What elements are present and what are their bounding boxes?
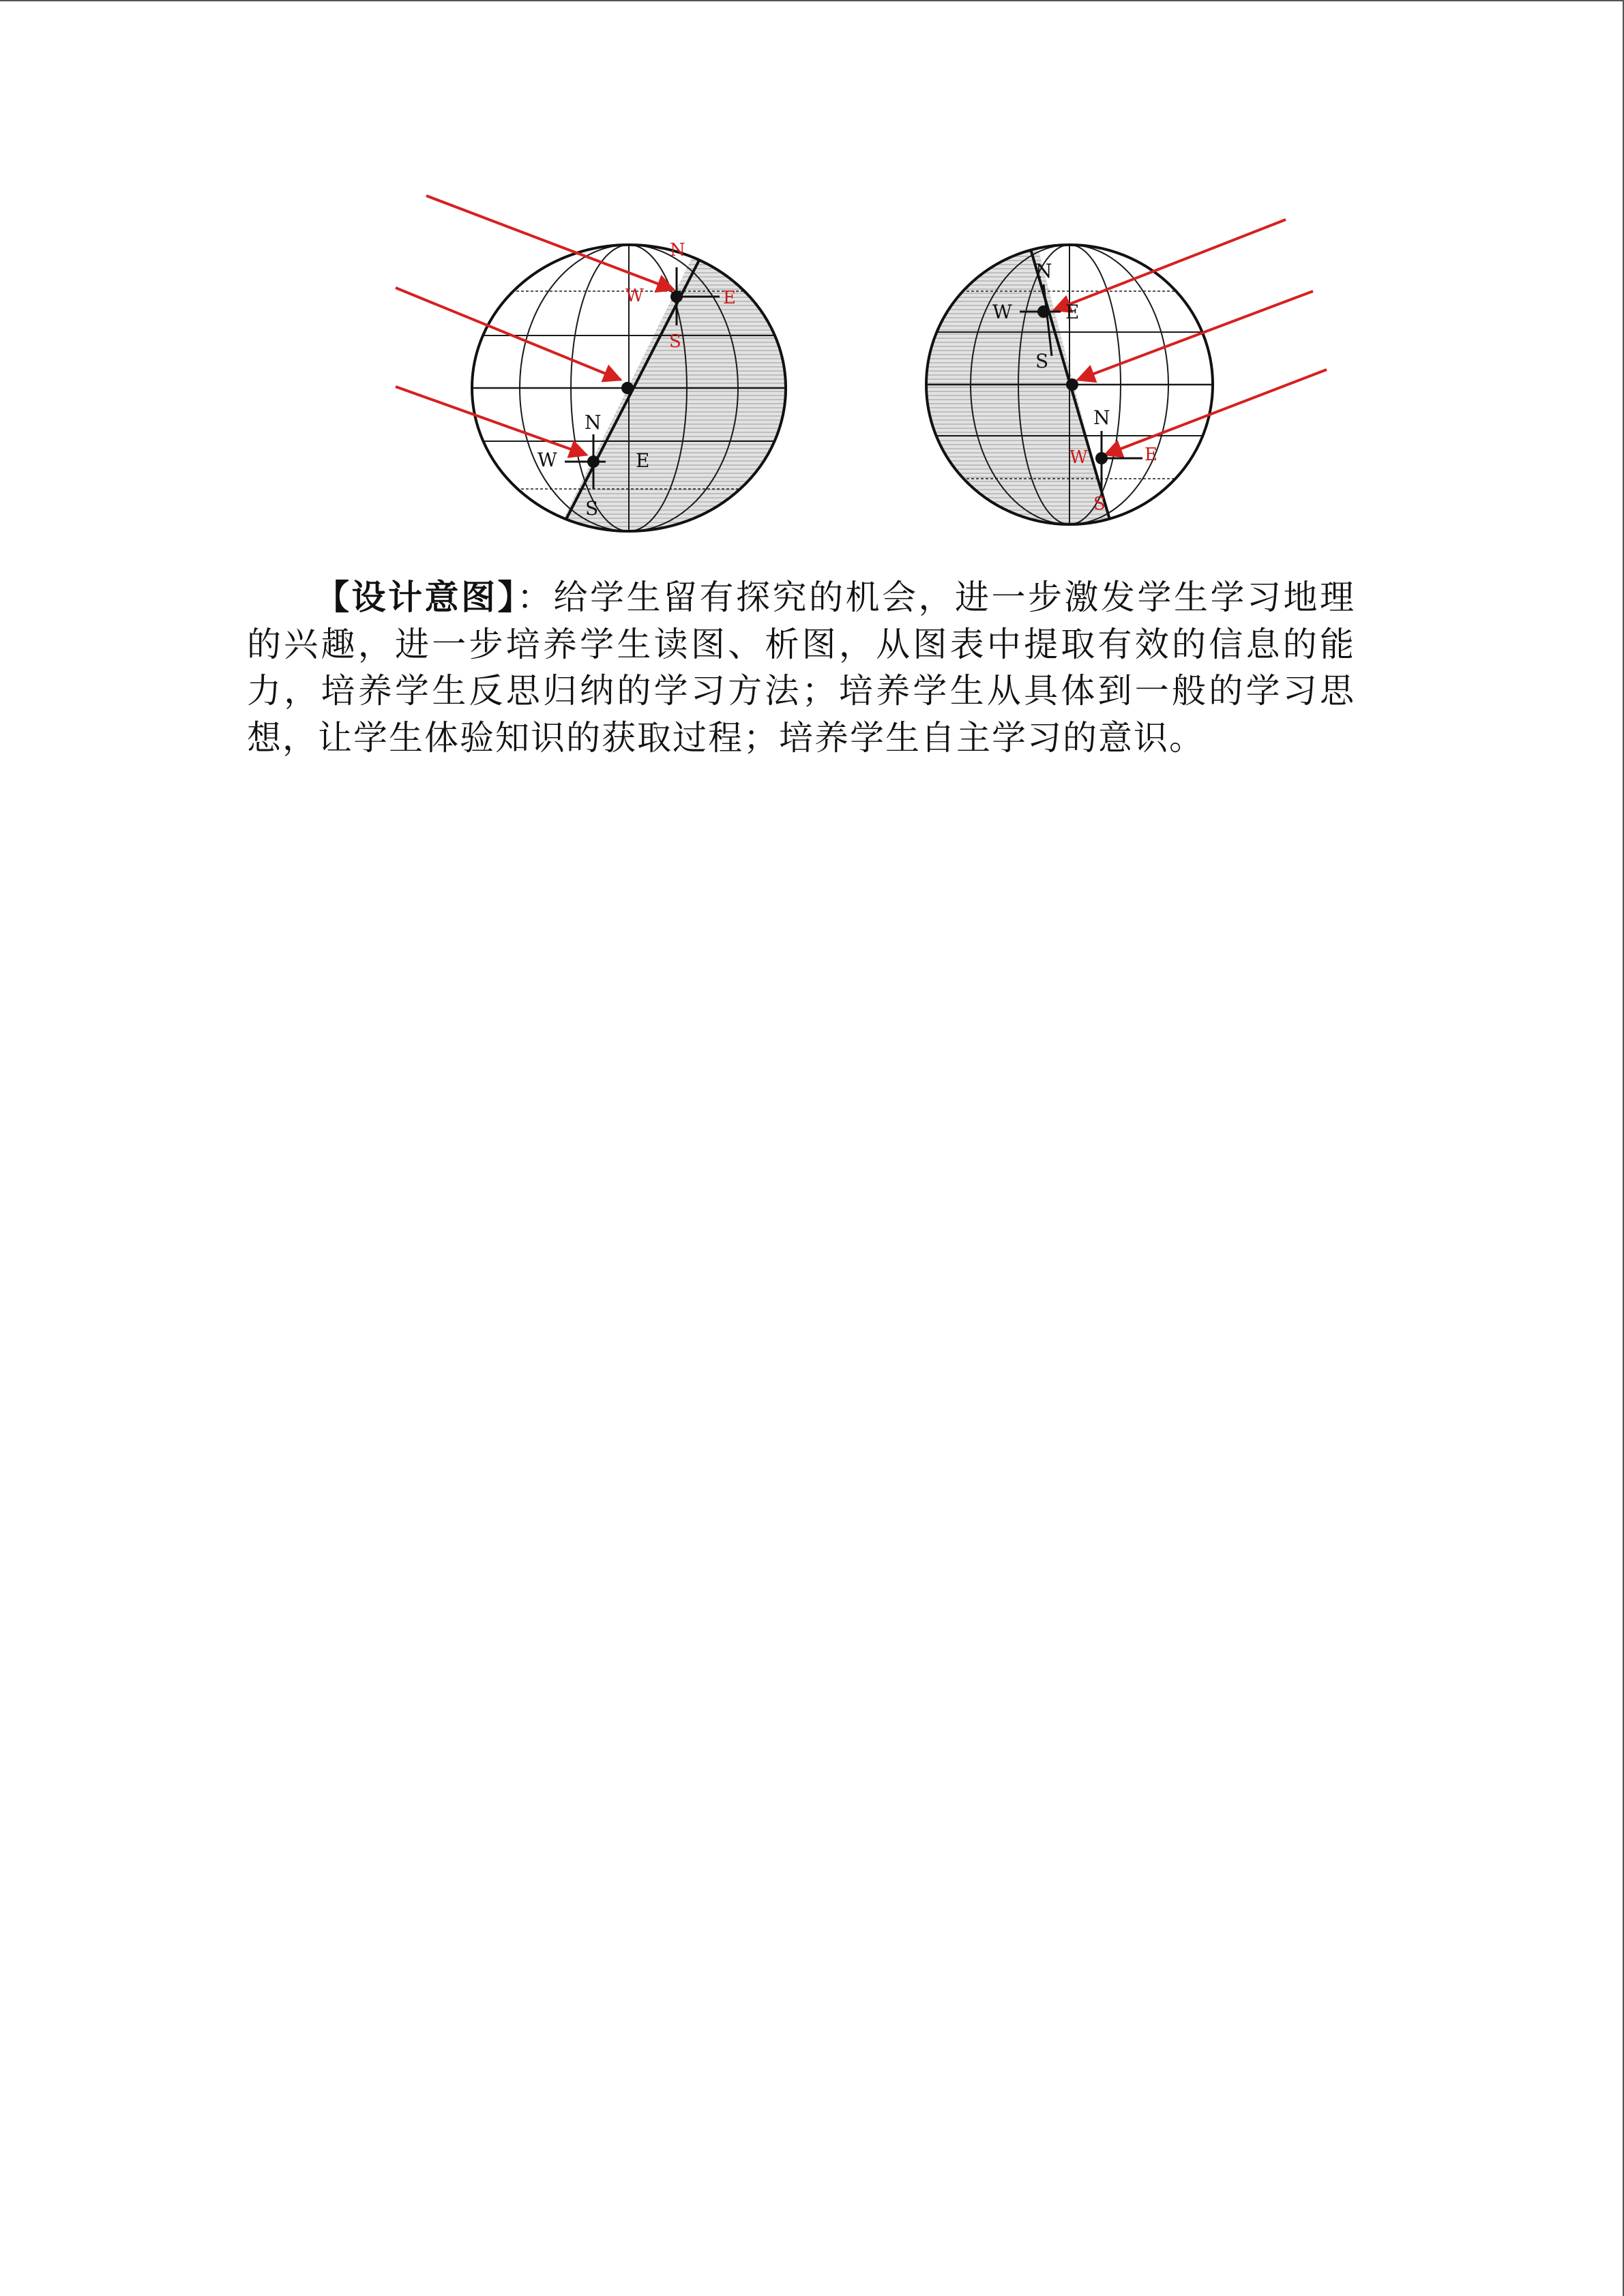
design-intent-paragraph — [247, 574, 1355, 761]
left-compass-bottom-n: N — [585, 411, 602, 434]
right-globe-center-point — [1066, 378, 1078, 391]
globe-figure-svg — [382, 189, 1350, 543]
left-sun-ray-1 — [426, 196, 674, 290]
globe-illustration — [382, 189, 1350, 543]
left-compass-top-n: N — [670, 240, 685, 260]
left-sun-ray-2 — [396, 288, 621, 380]
right-compass-bottom-w: W — [1069, 447, 1088, 468]
design-intent-heading: 【设计意图】 — [315, 577, 517, 617]
left-sun-ray-3 — [396, 387, 587, 455]
right-globe — [914, 220, 1327, 530]
left-globe — [396, 196, 818, 533]
left-globe-center-point — [621, 382, 634, 394]
design-intent-body: ：给学生留有探究的机会，进一步激发学生学习地理的兴趣，进一步培养学生读图、析图，从图表中提取有效的信息的能力，培养学生反思归纳的学习方法；培养学生从具体到一般的学习思想，让学生体验知识的获取过程；培养学生自主学习的意识。 — [247, 578, 1355, 758]
right-compass-top-s: S — [1035, 350, 1049, 372]
left-compass-top-s: S — [669, 331, 681, 352]
right-globe-night-side — [914, 243, 1112, 530]
left-compass-bottom-s: S — [585, 497, 599, 520]
right-compass-bottom-s: S — [1093, 494, 1106, 514]
right-sun-ray-2 — [1078, 291, 1313, 380]
right-compass-top-e: E — [1065, 301, 1080, 323]
left-compass-bottom-w: W — [537, 449, 557, 471]
right-compass-top-n: N — [1035, 260, 1052, 282]
left-compass-bottom-e: E — [636, 449, 650, 472]
right-compass-bottom-n: N — [1093, 406, 1110, 429]
right-compass-bottom-e: E — [1145, 445, 1157, 465]
left-compass-top-w: W — [625, 286, 644, 306]
left-compass-top-e: E — [723, 288, 736, 308]
right-sun-ray-1 — [1054, 220, 1286, 310]
right-compass-top-w: W — [992, 301, 1012, 323]
right-sun-ray-3 — [1105, 370, 1327, 455]
